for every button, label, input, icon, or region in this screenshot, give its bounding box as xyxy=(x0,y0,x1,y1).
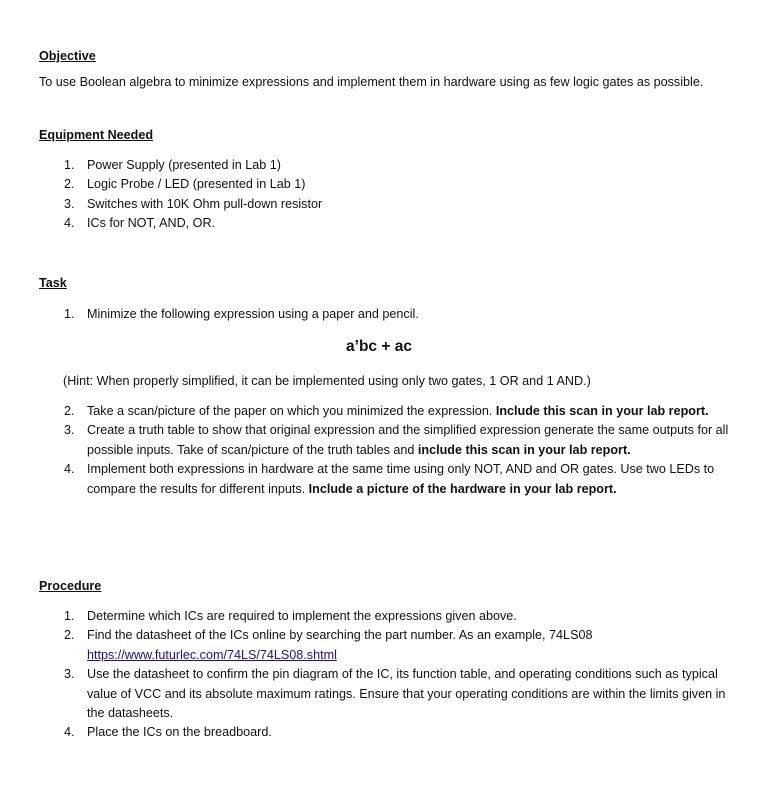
hint-text: (Hint: When properly simplified, it can be implemented using only two gates, 1 OR and 1 AND.) xyxy=(63,374,591,388)
list-text: Implement both expressions in hardware at the same time using only NOT, AND and OR gates. Use two LEDs to compare the results for different inputs. xyxy=(87,462,715,496)
list-text: Find the datasheet of the ICs online by searching the part number. As an example, 74LS08 xyxy=(87,628,593,643)
objective-text: To use Boolean algebra to minimize expressions and implement them in hardware using as few logic gates as possible. xyxy=(39,75,704,89)
list-text: Minimize the following expression using a paper and pencil. xyxy=(87,307,419,321)
list-item xyxy=(0,421,737,460)
list-number: 4. xyxy=(64,462,75,477)
list-text: Create a truth table to show that original expression and the simplified expression generate the same outputs for all possible inputs. Take of scan/picture of the truth tables and xyxy=(87,423,729,457)
list-number: 1. xyxy=(64,307,75,321)
task-steps-list xyxy=(0,402,758,499)
list-item xyxy=(0,175,737,194)
list-text: ICs for NOT, AND, OR. xyxy=(87,216,216,231)
list-item xyxy=(0,607,737,626)
list-text: Place the ICs on the breadboard. xyxy=(87,725,272,740)
objective-heading: Objective xyxy=(39,49,96,63)
list-text-bold: include this scan in your lab report. xyxy=(417,442,631,457)
list-number: 3. xyxy=(64,196,75,211)
list-text: Logic Probe / LED (presented in Lab 1) xyxy=(87,177,306,192)
boolean-expression: a’bc + ac xyxy=(346,338,412,355)
list-text: Take a scan/picture of the paper on which you minimized the expression. xyxy=(87,404,496,418)
list-item xyxy=(0,195,737,214)
datasheet-link[interactable]: https://www.futurlec.com/74LS/74LS08.shtml xyxy=(87,647,337,662)
procedure-heading: Procedure xyxy=(39,579,102,593)
list-item xyxy=(0,305,737,324)
list-text: Use the datasheet to confirm the pin diagram of the IC, its function table, and operating conditions such as typical value of VCC and its absolute maximum ratings. Ensure that your operating conditions are within the limits given in the datasheets. xyxy=(87,667,726,721)
list-text: Switches with 10K Ohm pull-down resistor xyxy=(87,196,323,211)
equipment-heading: Equipment Needed xyxy=(39,128,154,142)
list-text: Determine which ICs are required to implement the expressions given above. xyxy=(87,609,517,623)
list-text: Power Supply (presented in Lab 1) xyxy=(87,158,281,172)
list-item xyxy=(0,626,737,665)
list-number: 4. xyxy=(64,725,75,740)
list-number: 2. xyxy=(64,177,75,192)
list-item xyxy=(0,723,737,742)
list-item xyxy=(0,402,737,421)
list-item xyxy=(0,460,737,499)
list-text-bold: Include a picture of the hardware in your lab report. xyxy=(308,481,617,496)
task-heading: Task xyxy=(39,276,67,290)
list-number: 2. xyxy=(64,404,75,418)
equipment-list xyxy=(0,156,758,234)
list-item xyxy=(0,665,737,723)
list-number: 4. xyxy=(64,216,75,231)
list-number: 3. xyxy=(64,667,75,682)
list-item xyxy=(0,156,737,175)
list-number: 1. xyxy=(64,609,75,623)
list-text-bold: Include this scan in your lab report. xyxy=(495,404,709,418)
task-step-1-list xyxy=(0,305,758,324)
procedure-list xyxy=(0,607,758,743)
list-number: 3. xyxy=(64,423,75,438)
list-number: 1. xyxy=(64,158,75,172)
list-item xyxy=(0,214,737,233)
list-number: 2. xyxy=(64,628,75,643)
